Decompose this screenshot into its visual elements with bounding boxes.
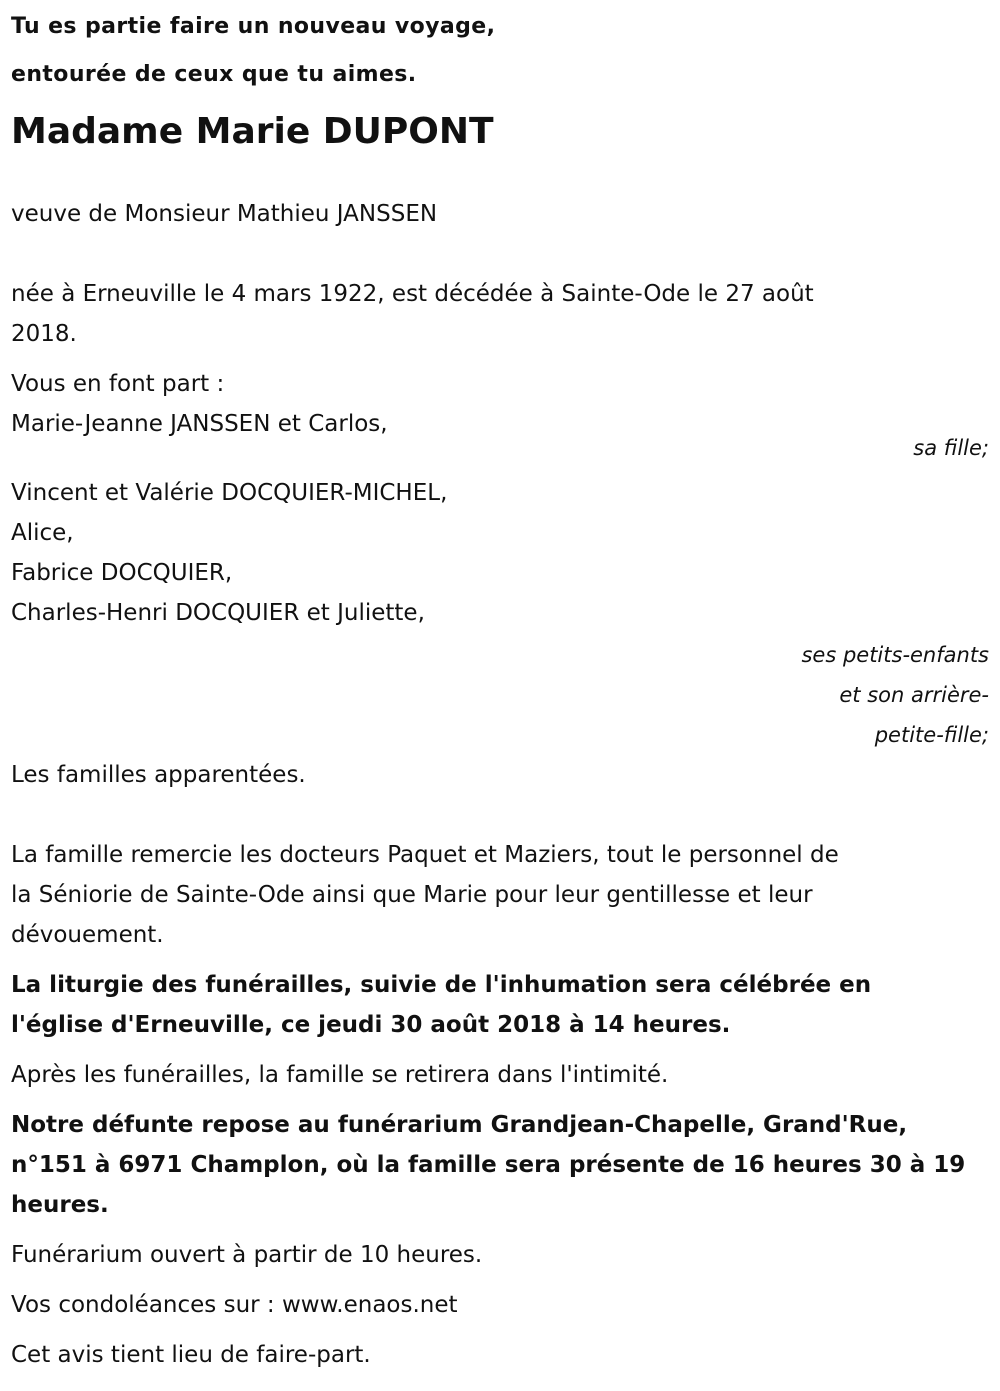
thanks-paragraph bbox=[11, 835, 991, 955]
epigraph-line: Tu es partie faire un nouveau voyage, bbox=[11, 14, 496, 39]
obituary-notice bbox=[11, 0, 991, 1375]
family-role: petite-fille; bbox=[874, 723, 989, 747]
condolences-line: Vos condoléances sur : www.enaos.net bbox=[11, 1292, 458, 1318]
birth-death-line: née à Erneuville le 4 mars 1922, est décédée à Sainte-Ode le 27 août bbox=[11, 281, 814, 307]
announcer-name: Charles-Henri DOCQUIER et Juliette, bbox=[11, 600, 425, 626]
birth-death-paragraph bbox=[11, 274, 991, 354]
thanks-line: La famille remercie les docteurs Paquet et Maziers, tout le personnel de bbox=[11, 842, 839, 868]
related-families: Les familles apparentées. bbox=[11, 762, 306, 788]
announcer-name: Marie-Jeanne JANSSEN et Carlos, bbox=[11, 411, 388, 437]
grandchildren-group bbox=[11, 473, 991, 755]
family-role: sa fille; bbox=[913, 436, 989, 460]
family-role: et son arrière- bbox=[839, 683, 989, 707]
rest-line: n°151 à 6971 Champlon, où la famille sera présente de 16 heures 30 à 19 bbox=[11, 1152, 966, 1178]
rest-paragraph bbox=[11, 1105, 991, 1225]
funeral-line: La liturgie des funérailles, suivie de l'inhumation sera célébrée en bbox=[11, 972, 872, 998]
notice-line: Cet avis tient lieu de faire-part. bbox=[11, 1342, 371, 1368]
family-role: ses petits-enfants bbox=[801, 643, 989, 667]
announcer-name: Fabrice DOCQUIER, bbox=[11, 560, 233, 586]
thanks-line: la Séniorie de Sainte-Ode ainsi que Marie pour leur gentillesse et leur bbox=[11, 882, 813, 908]
opening-hours-line: Funérarium ouvert à partir de 10 heures. bbox=[11, 1242, 483, 1268]
announcers-intro: Vous en font part : bbox=[11, 371, 225, 397]
after-funeral-line: Après les funérailles, la famille se retirera dans l'intimité. bbox=[11, 1062, 669, 1088]
announcer-name: Vincent et Valérie DOCQUIER-MICHEL, bbox=[11, 480, 448, 506]
thanks-line: dévouement. bbox=[11, 922, 164, 948]
funeral-paragraph bbox=[11, 965, 991, 1045]
widow-of-line: veuve de Monsieur Mathieu JANSSEN bbox=[11, 201, 438, 227]
daughter-group bbox=[11, 404, 991, 468]
funeral-line: l'église d'Erneuville, ce jeudi 30 août 2018 à 14 heures. bbox=[11, 1012, 731, 1038]
birth-death-line: 2018. bbox=[11, 321, 77, 347]
rest-line: Notre défunte repose au funérarium Grandjean-Chapelle, Grand'Rue, bbox=[11, 1112, 908, 1138]
epigraph-line: entourée de ceux que tu aimes. bbox=[11, 62, 417, 87]
announcer-name: Alice, bbox=[11, 520, 74, 546]
rest-line: heures. bbox=[11, 1192, 109, 1218]
deceased-name: Madame Marie DUPONT bbox=[11, 111, 494, 152]
epigraph bbox=[11, 0, 991, 99]
